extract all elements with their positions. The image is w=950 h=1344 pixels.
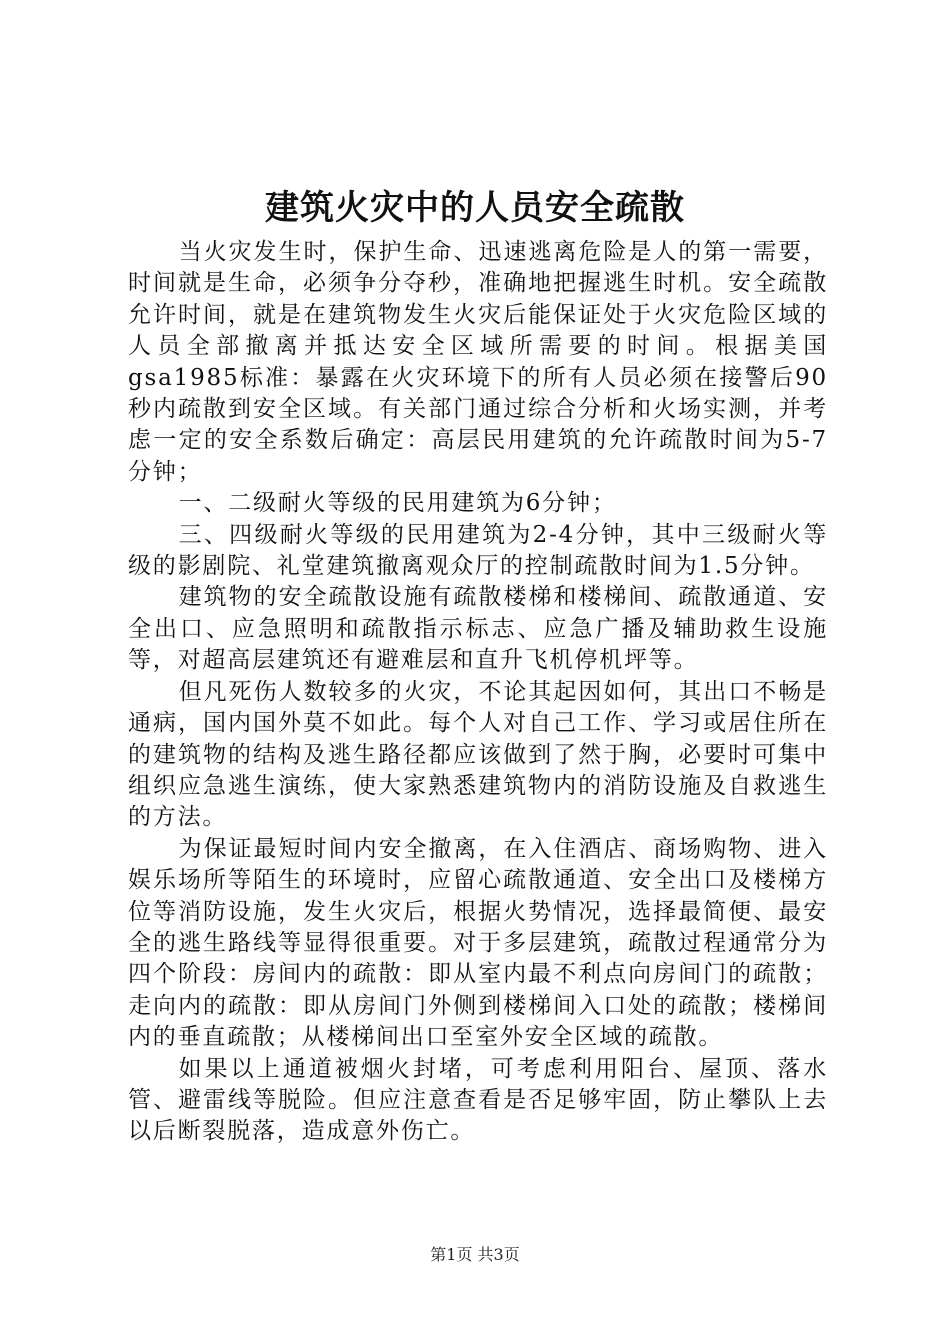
paragraph: 为保证最短时间内安全撤离，在入住酒店、商场购物、进入娱乐场所等陌生的环境时，应留心疏散通道、安全出口及楼梯方位等消防设施，发生火灾后，根据火势情况，选择最简便、最安全的逃生路线等显得很重要。对于多层建筑，疏散过程通常分为四个阶段：房间内的疏散：即从室内最不利点向房间门的疏散；走向内的疏散：即从房间门外侧到楼梯间入口处的疏散；楼梯间内的垂直疏散；从楼梯间出口至室外安全区域的疏散。 xyxy=(128,835,828,1051)
document-body xyxy=(128,237,828,1148)
page-number-footer: 第1页 共3页 xyxy=(430,1245,520,1264)
paragraph: 如果以上通道被烟火封堵，可考虑利用阳台、屋顶、落水管、避雷线等脱险。但应注意查看是否足够牢固，防止攀队上去以后断裂脱落，造成意外伤亡。 xyxy=(128,1055,828,1145)
paragraph: 建筑物的安全疏散设施有疏散楼梯和楼梯间、疏散通道、安全出口、应急照明和疏散指示标志、应急广播及辅助救生设施等，对超高层建筑还有避难层和直升飞机停机坪等。 xyxy=(128,584,828,674)
paragraph: 三、四级耐火等级的民用建筑为2-4分钟，其中三级耐火等级的影剧院、礼堂建筑撤离观众厅的控制疏散时间为1.5分钟。 xyxy=(128,521,828,580)
paragraph: 一、二级耐火等级的民用建筑为6分钟； xyxy=(178,490,617,517)
document-title: 建筑火灾中的人员安全疏散 xyxy=(265,188,685,228)
paragraph: 当火灾发生时，保护生命、迅速逃离危险是人的第一需要，时间就是生命，必须争分夺秒，准确地把握逃生时机。安全疏散允许时间，就是在建筑物发生火灾后能保证处于火灾危险区域的人员全部撤离并抵达安全区域所需要的时间。根据美国gsa1985标准：暴露在火灾环境下的所有人员必须在接警后90秒内疏散到安全区域。有关部门通过综合分析和火场实测，并考虑一定的安全系数后确定：高层民用建筑的允许疏散时间为5-7分钟； xyxy=(128,239,828,485)
paragraph: 但凡死伤人数较多的火灾，不论其起因如何，其出口不畅是通病，国内国外莫不如此。每个人对自己工作、学习或居住所在的建筑物的结构及逃生路径都应该做到了然于胸，必要时可集中组织应急逃生演练，使大家熟悉建筑物内的消防设施及自救逃生的方法。 xyxy=(128,678,828,831)
